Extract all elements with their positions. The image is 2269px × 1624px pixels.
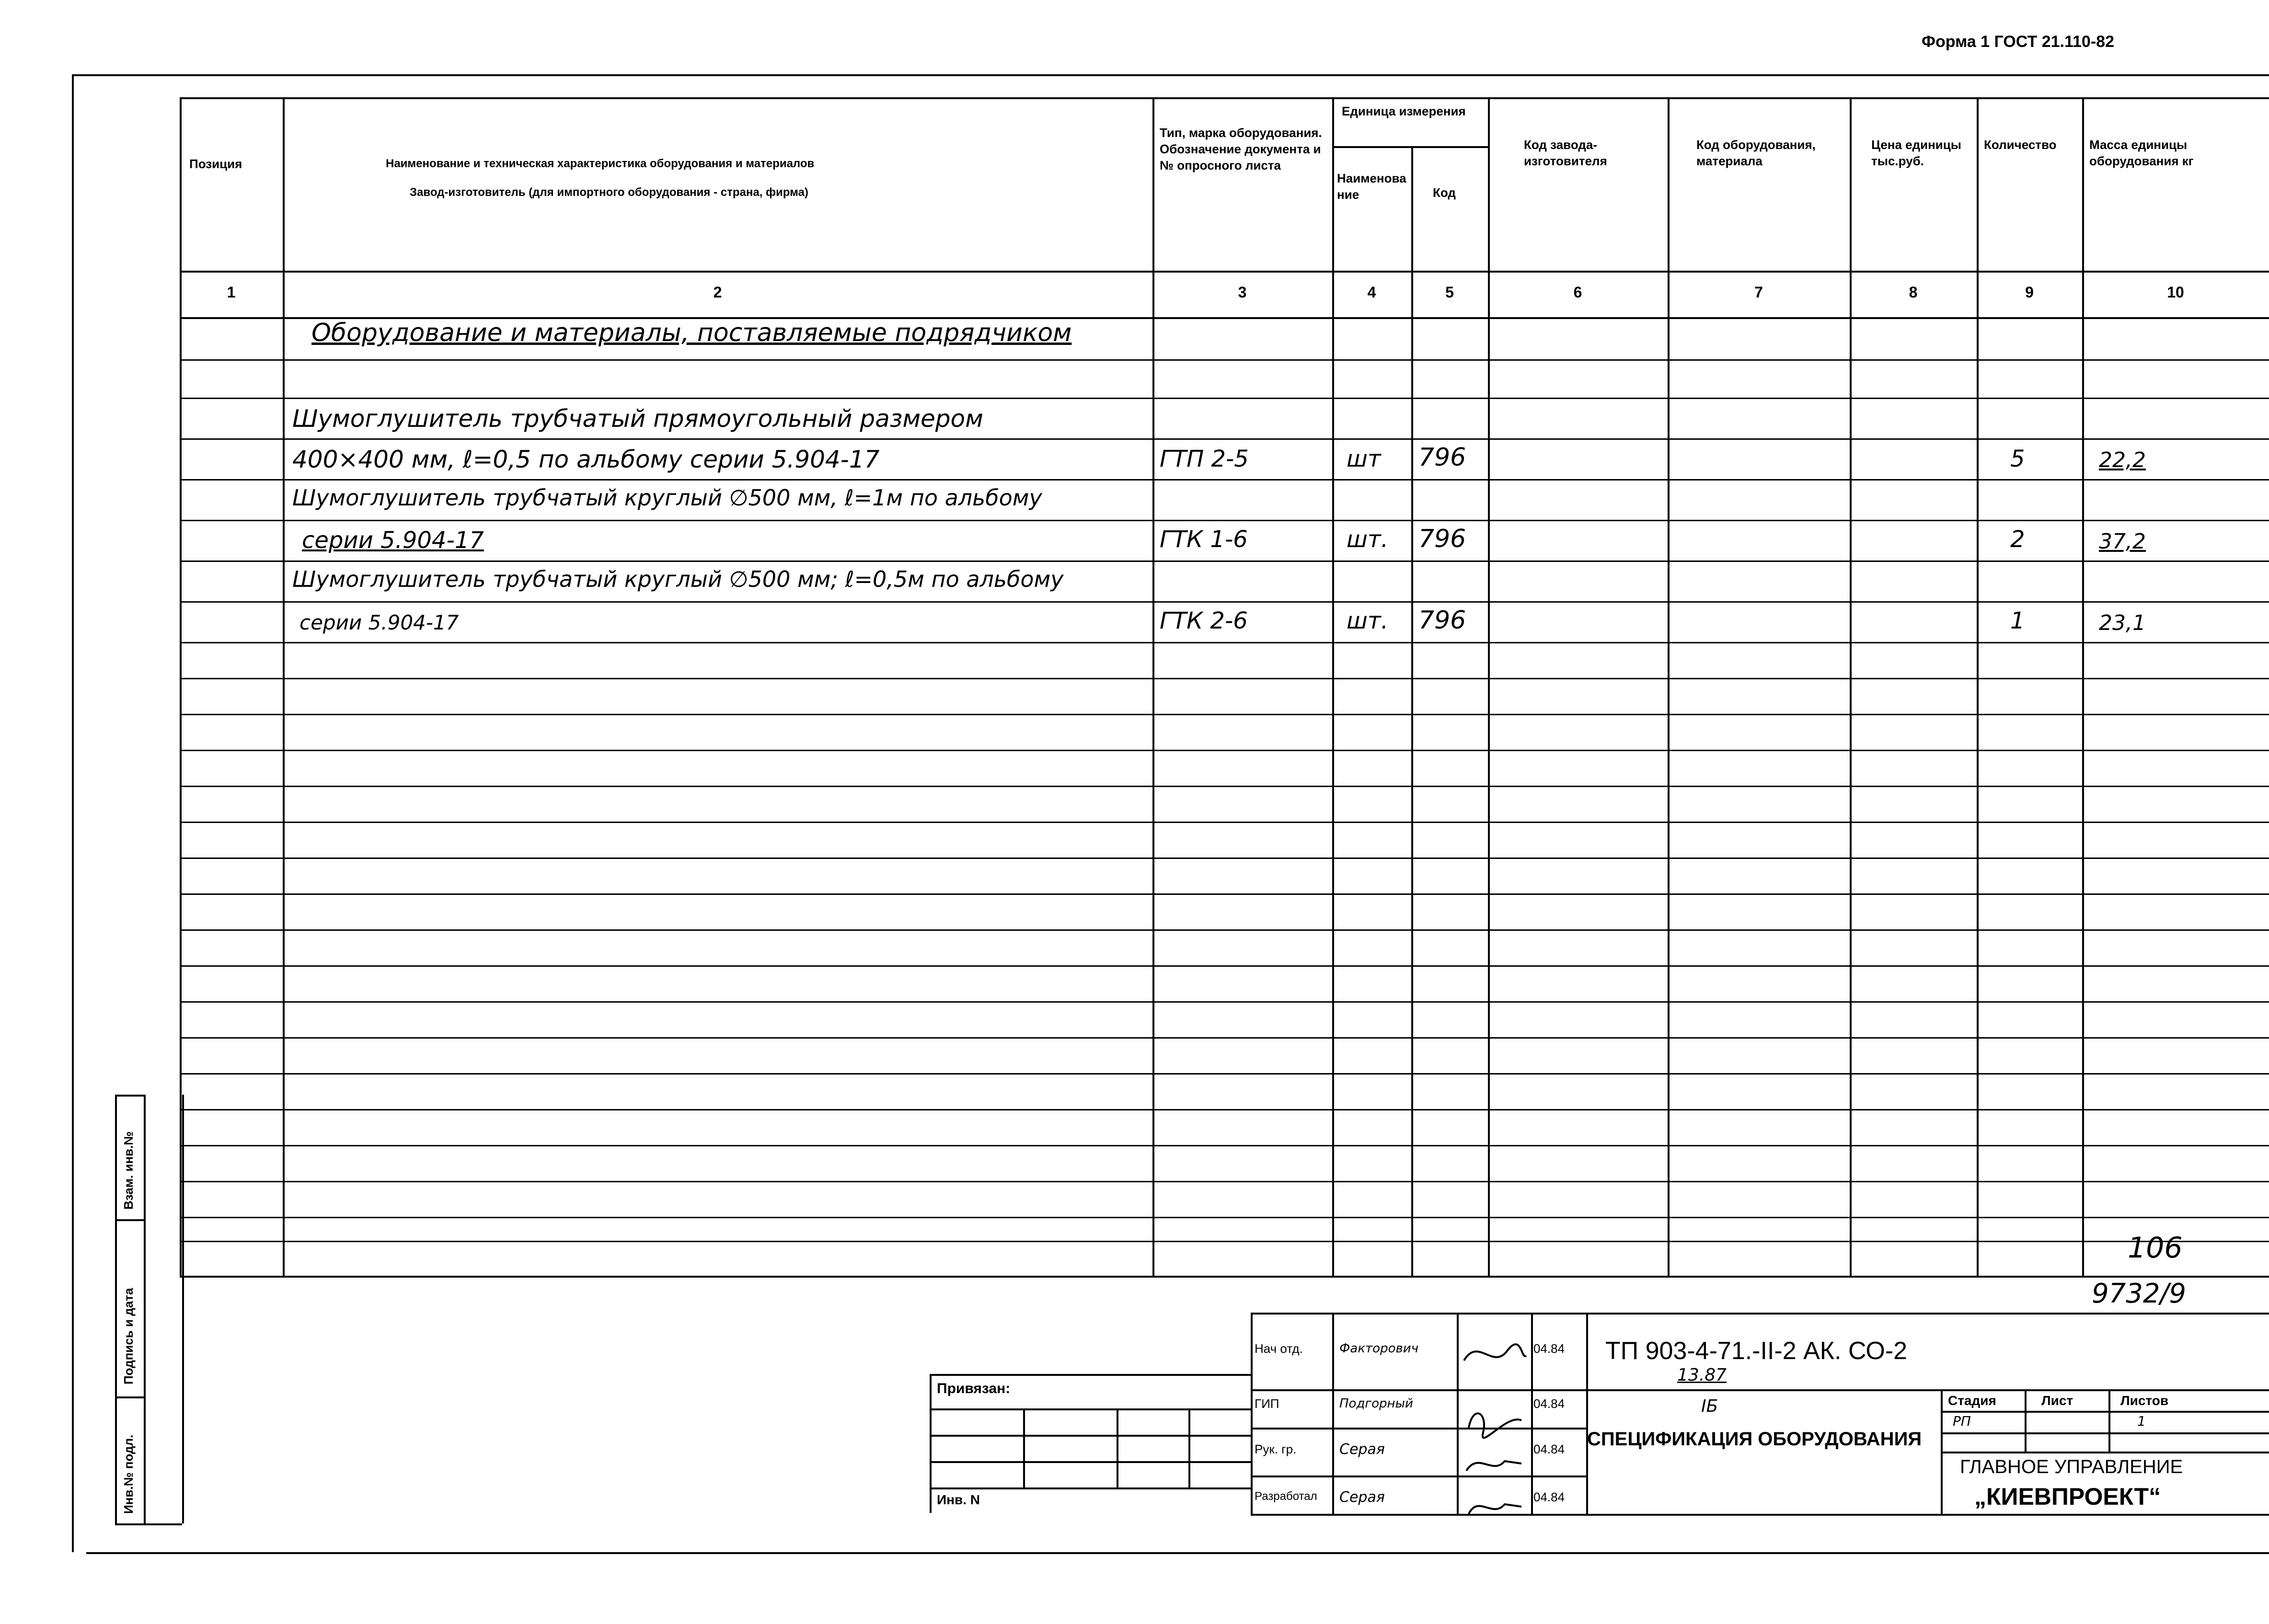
item-name: Шумоглушитель трубчатый круглый ∅500 мм; ℓ=0,5м по альбому xyxy=(292,566,1064,592)
col-number: 5 xyxy=(1445,284,1454,301)
signer-role: Разработал xyxy=(1255,1490,1317,1503)
signer-name: Серая xyxy=(1339,1441,1385,1458)
signer-date: 04.84 xyxy=(1533,1341,1565,1356)
page-number: 106 xyxy=(2128,1231,2183,1265)
header-name-line1: Наименование и техническая характеристика оборудования и материалов xyxy=(386,157,815,170)
side-stamp-signature: Подпись и дата xyxy=(121,1288,136,1384)
organization-line1: ГЛАВНОЕ УПРАВЛЕНИЕ xyxy=(1960,1456,2183,1477)
item-qty: 5 xyxy=(2010,446,2025,472)
signer-name: Факторович xyxy=(1339,1341,1419,1356)
item-type: ГТК 2-6 xyxy=(1160,607,1248,634)
signer-role: Нач отд. xyxy=(1255,1341,1303,1356)
item-mass: 37,2 xyxy=(2099,529,2146,554)
col-number: 4 xyxy=(1367,284,1376,301)
item-qty: 2 xyxy=(2010,526,2025,553)
header-unit-name: Наименование xyxy=(1337,171,1406,202)
privyazan-label: Привязан: xyxy=(937,1381,1011,1396)
item-code: 796 xyxy=(1418,525,1466,553)
header-maker-code: Код завода-изготовителя xyxy=(1524,137,1607,168)
signer-date: 04.84 xyxy=(1533,1442,1565,1456)
col-number: 9 xyxy=(2025,284,2034,301)
form-reference: Форма 1 ГОСТ 21.110-82 xyxy=(1922,33,2114,51)
document-title: СПЕЦИФИКАЦИЯ ОБОРУДОВАНИЯ xyxy=(1587,1429,1922,1450)
header-mass: Масса единицы оборудования кг xyxy=(2089,137,2194,168)
col-number: 3 xyxy=(1238,284,1247,301)
signer-name: Серая xyxy=(1339,1489,1385,1506)
frame-top xyxy=(72,74,2269,76)
item-code: 796 xyxy=(1418,606,1466,635)
signature-image xyxy=(1459,1317,1529,1624)
item-name: Шумоглушитель трубчатый круглый ∅500 мм, ℓ=1м по альбому xyxy=(292,485,1042,511)
item-type: ГТК 1-6 xyxy=(1160,526,1248,553)
item-name: серии 5.904-17 xyxy=(299,611,459,634)
signer-name: Подгорный xyxy=(1339,1396,1413,1411)
inventory-label: Инв. N xyxy=(937,1492,980,1507)
signer-role: Рук. гр. xyxy=(1255,1442,1297,1456)
col-number: 7 xyxy=(1754,284,1763,301)
header-material-code: Код оборудования, материала xyxy=(1696,137,1816,168)
sheets-label: Листов xyxy=(2120,1393,2169,1408)
col-number: 6 xyxy=(1573,284,1582,301)
signer-role: ГИП xyxy=(1255,1396,1279,1411)
sheet-label: Лист xyxy=(2041,1393,2073,1408)
header-unit-code: Код xyxy=(1433,185,1456,200)
header-name-line2: Завод-изготовитель (для импортного оборудования - страна, фирма) xyxy=(410,186,808,199)
document-code: ТП 903-4-71.-II-2 АК. СО-2 xyxy=(1605,1337,1908,1365)
signer-date: 04.84 xyxy=(1533,1490,1565,1504)
header-unit: Единица измерения xyxy=(1342,104,1466,118)
side-stamp-replace: Взам. инв.№ xyxy=(121,1131,136,1210)
item-unit: шт xyxy=(1347,446,1381,472)
volume-number: IБ xyxy=(1701,1396,1718,1416)
archive-number: 9732/9 xyxy=(2092,1278,2187,1309)
header-position: Позиция xyxy=(189,157,242,171)
item-unit: шт. xyxy=(1347,607,1389,634)
item-unit: шт. xyxy=(1347,526,1389,553)
item-name: 400×400 мм, ℓ=0,5 по альбому серии 5.904-17 xyxy=(292,446,880,473)
document-subcode: 13.87 xyxy=(1677,1365,1727,1385)
col-number: 2 xyxy=(713,284,722,301)
item-code: 796 xyxy=(1418,443,1466,472)
organization-line2: „КИЕВПРОЕКТ“ xyxy=(1974,1483,2161,1510)
item-name: Шумоглушитель трубчатый прямоугольный размером xyxy=(292,405,983,433)
col-number: 1 xyxy=(227,284,236,301)
stage-label: Стадия xyxy=(1948,1393,1996,1408)
item-mass: 22,2 xyxy=(2099,448,2146,472)
item-mass: 23,1 xyxy=(2099,611,2146,635)
section-title: Оборудование и материалы, поставляемые подрядчиком xyxy=(311,319,1072,347)
header-type: Тип, марка оборудования. Обозначение документа и № опросного листа xyxy=(1160,126,1322,172)
side-stamp-inventory: Инв.№ подл. xyxy=(121,1434,136,1514)
frame-bottom xyxy=(86,1552,2269,1554)
sheets-value: 1 xyxy=(2137,1413,2146,1429)
header-quantity: Количество xyxy=(1984,137,2057,152)
col-number: 10 xyxy=(2167,284,2184,301)
stage-value: РП xyxy=(1953,1413,1971,1429)
item-name: серии 5.904-17 xyxy=(302,527,484,554)
item-type: ГТП 2-5 xyxy=(1160,446,1249,472)
signer-date: 04.84 xyxy=(1533,1396,1565,1411)
frame-left xyxy=(72,74,74,1552)
item-qty: 1 xyxy=(2010,607,2025,634)
col-number: 8 xyxy=(1909,284,1918,301)
header-price: Цена единицы тыс.руб. xyxy=(1871,137,1961,168)
